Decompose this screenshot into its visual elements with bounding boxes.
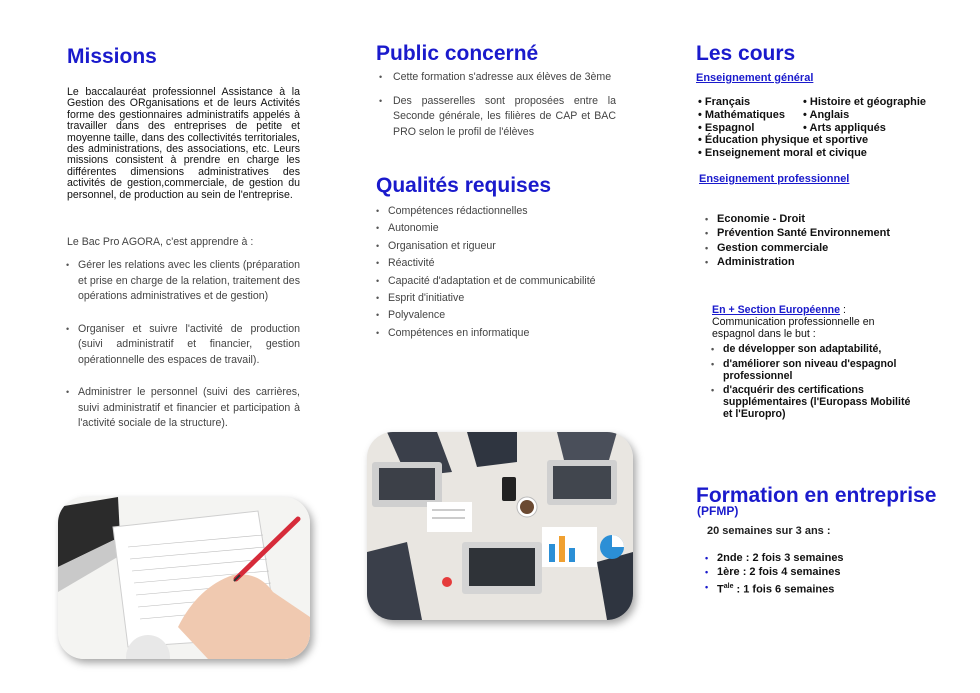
list-item: • Éducation physique et sportive (698, 134, 869, 146)
list-item: • Compétences rédactionnelles (376, 203, 626, 220)
list-item: • Capacité d'adaptation et de communicabilité (376, 273, 626, 290)
formation-list (705, 551, 844, 597)
list-item: • Histoire et géographie (803, 96, 927, 108)
team-photo (367, 432, 633, 620)
list-item: • Autonomie (376, 220, 626, 237)
general-left (698, 96, 785, 134)
list-item: • Arts appliqués (803, 121, 886, 134)
general-full (698, 134, 868, 160)
missions-lead: Le Bac Pro AGORA, c'est apprendre à : (67, 236, 254, 248)
list-item: • Organiser et suivre l'activité de production (suivi administratif et financier, gestion opérationnelle des espaces de travail). (66, 322, 300, 369)
list-item: • 2nde : 2 fois 3 semaines (705, 551, 844, 565)
list-item: • Des passerelles sont proposées entre la Seconde générale, les filières de CAP et BAC PRO selon le profil de l'élèves (379, 94, 616, 141)
list-item: • Espagnol (698, 121, 755, 134)
general-title: Enseignement général (696, 72, 814, 84)
pro-list (705, 212, 890, 270)
list-item: • Enseignement moral et civique (698, 146, 867, 159)
list-item: • 1ère : 2 fois 4 semaines (705, 565, 844, 579)
formation-lead: 20 semaines sur 3 ans : (707, 525, 831, 537)
list-item: • d'acquérir des certifications supplémentaires (l'Europass Mobilité et l'Europro) (711, 385, 911, 420)
list-item: • Réactivité (376, 255, 626, 272)
list-item: • Gérer les relations avec les clients (préparation et prise en charge de la relation, traitement des opérations administratives et de gestion) (66, 258, 300, 305)
list-item: • d'améliorer son niveau d'espagnol professionnel (711, 359, 911, 383)
writing-photo (58, 497, 310, 659)
euro-text: : Communication professionnelle en espagnol dans le but : (712, 304, 875, 340)
term-prefix: T (717, 583, 724, 596)
euro-list (711, 344, 911, 421)
missions-list (66, 258, 300, 432)
qualites-list (376, 203, 626, 342)
list-item: • Administrer le personnel (suivi des carrières, suivi administratif et financier et participation à l'activité sociale de la structure). (66, 385, 300, 432)
public-list (379, 70, 616, 140)
list-item (705, 580, 844, 597)
pro-title: Enseignement professionnel (699, 173, 850, 185)
list-item: • Administration (705, 255, 890, 269)
list-item: • Anglais (803, 108, 850, 121)
list-item: • Cette formation s'adresse aux élèves de 3ème (379, 70, 616, 86)
list-item: • Compétences en informatique (376, 325, 626, 342)
general-right (803, 96, 926, 134)
list-item: • Economie - Droit (705, 212, 890, 226)
list-item: • Organisation et rigueur (376, 238, 626, 255)
list-item: • Mathématiques (698, 108, 785, 121)
public-title: Public concerné (376, 42, 539, 65)
list-item: • Prévention Santé Environnement (705, 226, 890, 240)
missions-title: Missions (67, 45, 157, 68)
formation-title: Formation en entreprise (696, 484, 937, 507)
term-suffix: : 1 fois 6 semaines (733, 583, 835, 596)
euro-title: En + Section Européenne (712, 304, 841, 316)
list-item: • Polyvalence (376, 307, 626, 324)
term-sup: ale (723, 582, 734, 590)
missions-intro: Le baccalauréat professionnel Assistance à la Gestion des ORganisations et de leurs Activités forme des gestionnaires administratifs appelés à travailler dans des entreprises de petite et moyenne taille, dans des collectivités territoriales, des administrations, des associations, etc. Leurs missions consistent à prendre en charge les différentes dimensions administratives des activités de gestion,commerciale, de gestion du personnel, de production au sein de l'entreprise. (67, 86, 300, 201)
list-item: • Esprit d'initiative (376, 290, 626, 307)
list-item: • de développer son adaptabilité, (711, 344, 911, 356)
list-item: • Gestion commerciale (705, 241, 890, 255)
formation-subtitle: (PFMP) (697, 504, 739, 518)
cours-title: Les cours (696, 42, 796, 65)
euro-block (712, 305, 912, 340)
qualites-title: Qualités requises (376, 174, 552, 197)
list-item: • Français (698, 96, 751, 108)
